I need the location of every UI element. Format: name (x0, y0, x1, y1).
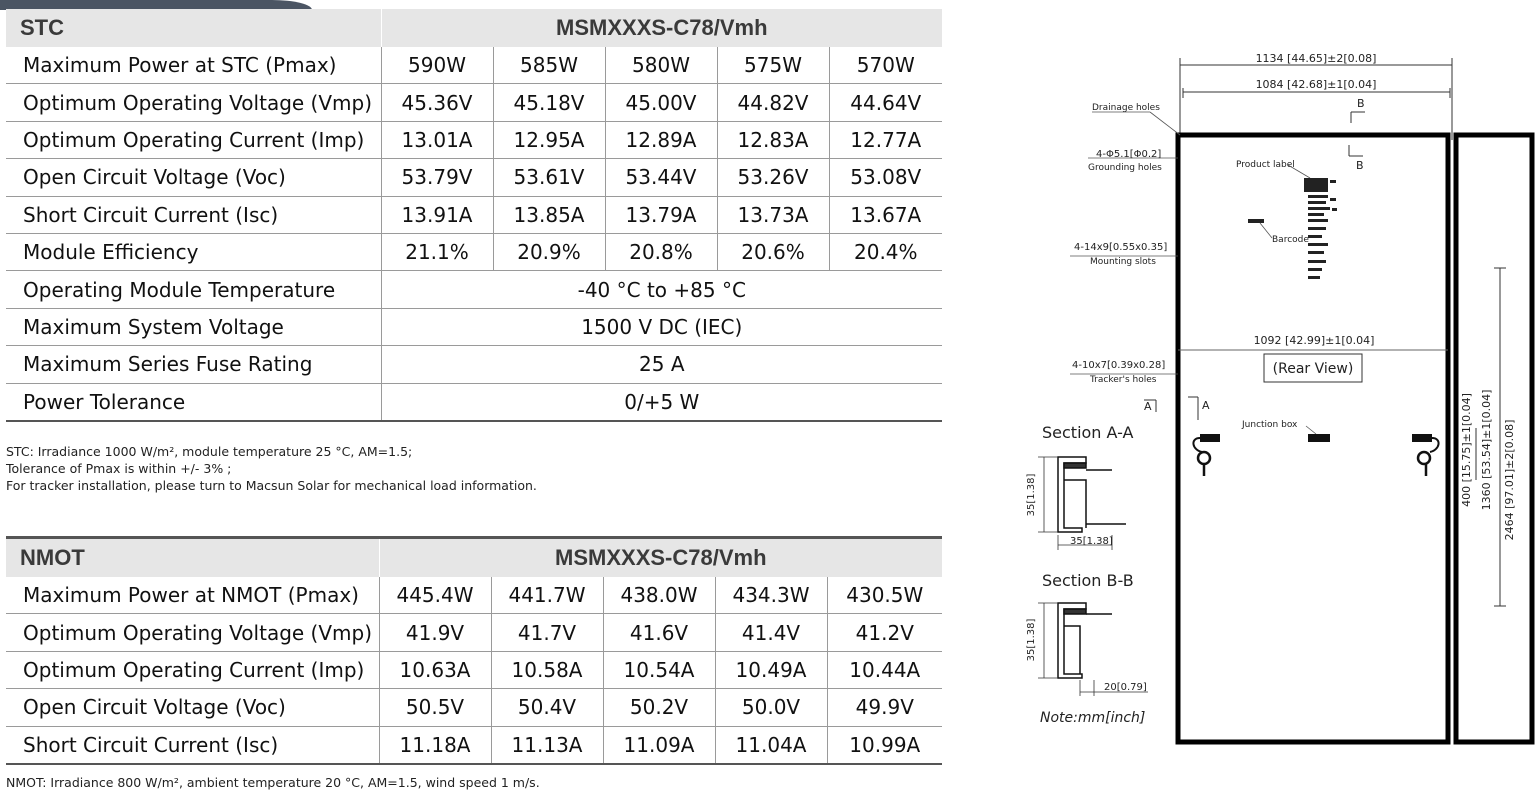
section-a-title: Section A-A (1042, 423, 1134, 442)
dim-mid-width: 1092 [42.99]±1[0.04] (1253, 334, 1375, 347)
table-row (6, 689, 942, 726)
label-grounding-dim: 4-Φ5.1[Φ0.2] (1096, 149, 1162, 160)
row-value: 50.5V (379, 689, 491, 726)
row-label: Maximum System Voltage (6, 308, 381, 345)
table-row (6, 271, 942, 308)
row-label: Short Circuit Current (Isc) (6, 196, 381, 233)
row-value: 11.18A (379, 726, 491, 764)
table-row (6, 47, 942, 84)
row-value: 21.1% (381, 233, 493, 270)
table-row (6, 614, 942, 651)
nmot-header-label: NMOT (20, 545, 85, 570)
stc-spec-table (6, 9, 942, 422)
row-label: Module Efficiency (6, 233, 381, 270)
row-value: 10.63A (379, 651, 491, 688)
row-value: 11.04A (715, 726, 827, 764)
row-value: 580W (605, 47, 717, 84)
row-value: 41.9V (379, 614, 491, 651)
marker-b-bottom: B (1356, 159, 1364, 172)
row-value: 25 A (381, 346, 942, 383)
row-value: 41.6V (603, 614, 715, 651)
marker-a-left: A (1144, 400, 1152, 413)
row-value: 590W (381, 47, 493, 84)
stc-footnotes (6, 443, 537, 494)
marker-a-right: A (1202, 399, 1210, 412)
stc-header-row (6, 9, 942, 47)
row-value: 44.82V (717, 84, 829, 121)
table-row (6, 577, 942, 614)
footnote-line: Tolerance of Pmax is within +/- 3% ; (6, 461, 232, 476)
label-junction-box: Junction box (1242, 420, 1298, 430)
row-value: 20.4% (829, 233, 942, 270)
section-b-title: Section B-B (1042, 571, 1134, 590)
row-value: 12.95A (493, 121, 605, 158)
row-value: 53.08V (829, 159, 942, 196)
nmot-footnotes (6, 774, 540, 791)
label-grounding-holes: Grounding holes (1088, 163, 1162, 173)
table-row (6, 121, 942, 158)
nmot-model-name: MSMXXXS-C78/Vmh (379, 538, 942, 578)
row-value: 430.5W (827, 577, 942, 614)
table-row (6, 159, 942, 196)
row-value: 438.0W (603, 577, 715, 614)
section-b-profile (1058, 603, 1112, 678)
dim-height-small: 400 [15.75]±1[0.04] (1460, 393, 1473, 507)
row-value: 445.4W (379, 577, 491, 614)
row-value: 10.49A (715, 651, 827, 688)
row-value: 10.99A (827, 726, 942, 764)
barcode-mark (1248, 219, 1264, 223)
row-label: Optimum Operating Current (Imp) (6, 121, 381, 158)
section-a-profile (1058, 457, 1126, 532)
row-value: 50.2V (603, 689, 715, 726)
footnote-line: NMOT: Irradiance 800 W/m², ambient temperature 20 °C, AM=1.5, wind speed 1 m/s. (6, 775, 540, 790)
table-row (6, 196, 942, 233)
stc-model-name: MSMXXXS-C78/Vmh (381, 9, 942, 47)
marker-b-top: B (1357, 97, 1365, 110)
label-drainage-holes: Drainage holes (1092, 103, 1160, 113)
label-barcode: Barcode (1272, 235, 1309, 245)
table-row (6, 346, 942, 383)
stc-header-label: STC (20, 15, 64, 40)
module-technical-drawing (1020, 40, 1535, 755)
row-value: 50.0V (715, 689, 827, 726)
row-value: 53.26V (717, 159, 829, 196)
section-b-width: 20[0.79] (1104, 682, 1147, 693)
label-mounting-dim: 4-14x9[0.55x0.35] (1074, 242, 1168, 253)
row-value: 45.18V (493, 84, 605, 121)
section-b-height: 35[1.38] (1026, 618, 1037, 662)
row-label: Optimum Operating Current (Imp) (6, 651, 379, 688)
row-value: 12.89A (605, 121, 717, 158)
row-value: 12.83A (717, 121, 829, 158)
row-value: 10.54A (603, 651, 715, 688)
row-value: 13.79A (605, 196, 717, 233)
label-tracker-holes: Tracker's holes (1090, 375, 1157, 385)
dim-height-total: 2464 [97.01]±2[0.08] (1503, 419, 1516, 541)
note-units: Note:mm[inch] (1040, 710, 1146, 726)
row-label: Operating Module Temperature (6, 271, 381, 308)
row-value: 53.61V (493, 159, 605, 196)
row-value: 50.4V (491, 689, 603, 726)
section-a-width: 35[1.38] (1070, 536, 1113, 547)
label-product-label: Product label (1236, 160, 1295, 170)
row-value: 41.7V (491, 614, 603, 651)
row-value: 20.8% (605, 233, 717, 270)
row-label: Optimum Operating Voltage (Vmp) (6, 614, 379, 651)
row-value: 11.13A (491, 726, 603, 764)
row-value: 49.9V (827, 689, 942, 726)
row-value: 12.77A (829, 121, 942, 158)
table-row (6, 233, 942, 270)
row-value: 0/+5 W (381, 383, 942, 421)
nmot-header-row (6, 538, 942, 578)
row-value: 13.91A (381, 196, 493, 233)
footnote-line: STC: Irradiance 1000 W/m², module temperature 25 °C, AM=1.5; (6, 444, 413, 459)
row-label: Open Circuit Voltage (Voc) (6, 159, 381, 196)
label-rear-view: (Rear View) (1272, 361, 1354, 377)
table-row (6, 84, 942, 121)
row-label: Optimum Operating Voltage (Vmp) (6, 84, 381, 121)
row-value: 441.7W (491, 577, 603, 614)
row-value: 20.9% (493, 233, 605, 270)
row-value: 45.00V (605, 84, 717, 121)
row-value: 570W (829, 47, 942, 84)
row-value: 53.44V (605, 159, 717, 196)
row-value: 434.3W (715, 577, 827, 614)
table-row (6, 308, 942, 345)
table-row (6, 651, 942, 688)
row-value: 10.44A (827, 651, 942, 688)
row-value: 45.36V (381, 84, 493, 121)
row-value: 11.09A (603, 726, 715, 764)
row-value: 13.01A (381, 121, 493, 158)
row-value: 13.67A (829, 196, 942, 233)
row-value: 44.64V (829, 84, 942, 121)
row-value: 20.6% (717, 233, 829, 270)
row-value: 10.58A (491, 651, 603, 688)
row-value: 575W (717, 47, 829, 84)
table-row (6, 726, 942, 764)
junction-box-assembly (1193, 434, 1438, 476)
section-a-height: 35[1.38] (1026, 473, 1037, 517)
row-value: 13.73A (717, 196, 829, 233)
label-tracker-dim: 4-10x7[0.39x0.28] (1072, 360, 1166, 371)
row-value: 53.79V (381, 159, 493, 196)
footnote-line: For tracker installation, please turn to Macsun Solar for mechanical load information. (6, 478, 537, 493)
row-label: Maximum Power at NMOT (Pmax) (6, 577, 379, 614)
row-value: 13.85A (493, 196, 605, 233)
row-value: 41.2V (827, 614, 942, 651)
row-value: -40 °C to +85 °C (381, 271, 942, 308)
dim-width-outer: 1134 [44.65]±2[0.08] (1255, 52, 1377, 65)
dim-height-holes: 1360 [53.54]±1[0.04] (1480, 389, 1493, 511)
row-label: Open Circuit Voltage (Voc) (6, 689, 379, 726)
row-value: 585W (493, 47, 605, 84)
row-label: Maximum Power at STC (Pmax) (6, 47, 381, 84)
row-label: Power Tolerance (6, 383, 381, 421)
dim-width-inner: 1084 [42.68]±1[0.04] (1255, 78, 1377, 91)
row-value: 1500 V DC (IEC) (381, 308, 942, 345)
nmot-spec-table (6, 536, 942, 765)
row-label: Short Circuit Current (Isc) (6, 726, 379, 764)
table-row (6, 383, 942, 421)
row-value: 41.4V (715, 614, 827, 651)
product-label-block (1304, 178, 1337, 279)
row-label: Maximum Series Fuse Rating (6, 346, 381, 383)
label-mounting-slots: Mounting slots (1090, 257, 1156, 267)
